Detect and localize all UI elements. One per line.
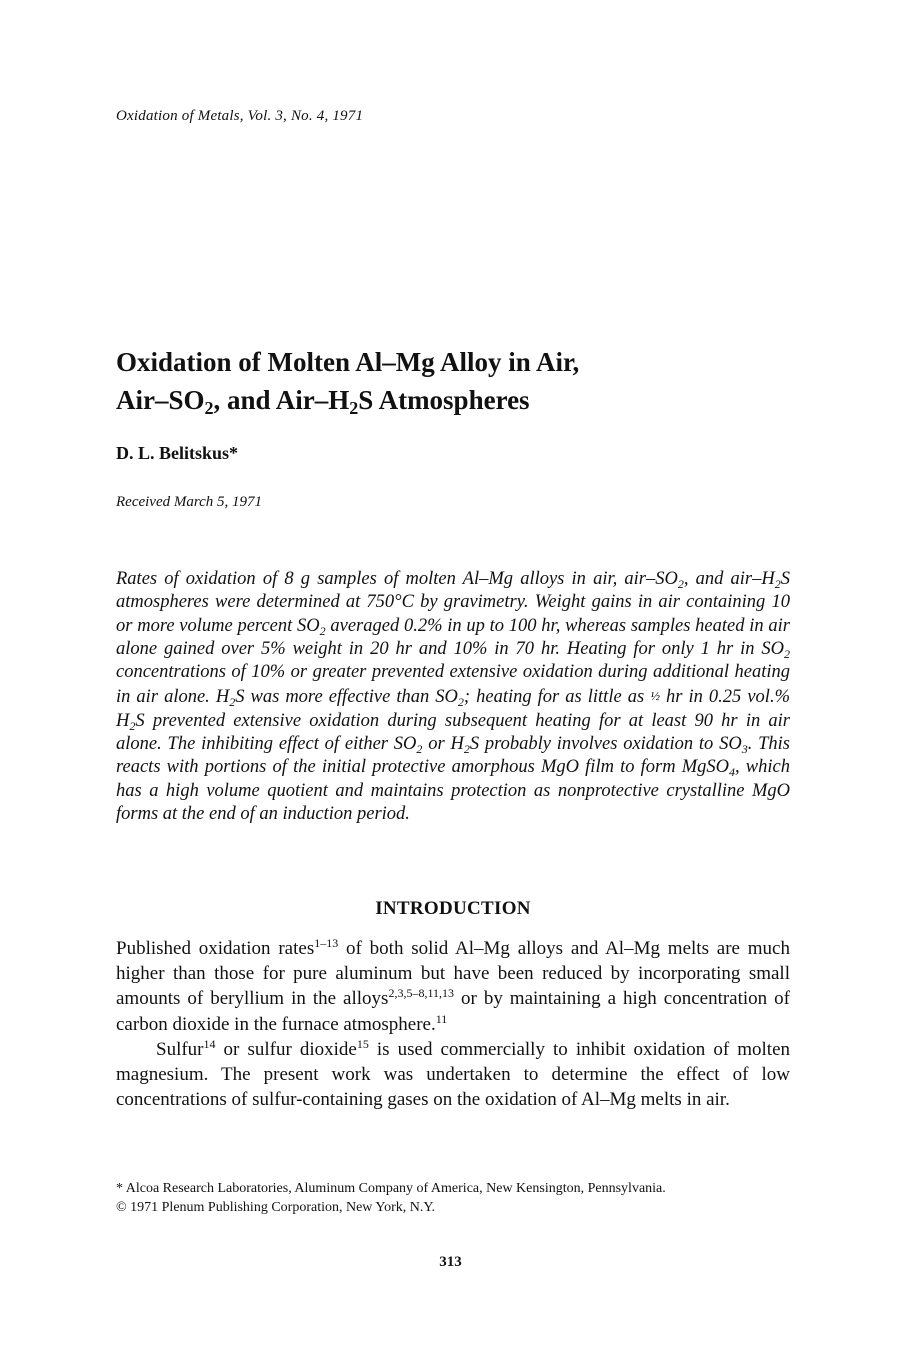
introduction-paragraph-2: Sulfur$^{14}$ or sulfur dioxide$^{15}$ is used commercially to inhibit oxidation of molten magnesium. The present work was undertaken to determine the effect of low concentrations of sulfur-containing gases on the oxidation of Al–Mg melts in air. <box>116 1036 790 1111</box>
citation-ref: 2,3,5–8,11,13 <box>388 986 454 1001</box>
introduction-paragraph-1: Published oxidation rates$^{1-13}$ of both solid Al–Mg alloys and Al–Mg melts are much higher than those for pure aluminum but have been reduced by incorporating small amounts of beryllium in the alloys$^{2,3,5-8,11,13}$ or by maintaining a high concentration of carbon dioxide in the furnace atmosphere.$^{11}$ <box>116 936 790 1035</box>
abstract: Rates of oxidation of 8 g samples of molten Al–Mg alloys in air, air–$SO_2$, and air–$H_2S$ atmospheres were determined at 750°C by gravimetry. Weight gains in air containing 10 or more volume percent $SO_2$ averaged 0.2% in up to 100 hr, whereas samples heated in air alone gained over 5% weight in 20 hr and 10% in 70 hr. Heating for only 1 hr in $SO_2$ concentrations of 10% or greater prevented extensive oxidation during additional heating in air alone. $H_2S$ was more effective than $SO_2$; heating for as little as ½ hr in 0.25 vol.% $H_2S$ prevented extensive oxidation during subsequent heating for at least 90 hr in air alone. The inhibiting effect of either $SO_2$ or $H_2S$ probably involves oxidation to $SO_3$. This reacts with portions of the initial protective amorphous MgO film to form MgSO$_4$, which has a high volume quotient and maintains protection as nonprotective crystalline MgO forms at the end of an induction period. <box>116 569 790 824</box>
title-line-1: Oxidation of Molten Al–Mg Alloy in Air, <box>116 347 580 377</box>
author-name: D. L. Belitskus* <box>116 443 239 463</box>
journal-citation: Oxidation of Metals, Vol. 3, No. 4, 1971 <box>116 108 364 124</box>
footnote-copyright: © 1971 Plenum Publishing Corporation, New York, N.Y. <box>116 1200 436 1215</box>
received-date: Received March 5, 1971 <box>116 494 263 510</box>
page-number: 313 <box>439 1254 462 1270</box>
footnote-affiliation: * Alcoa Research Laboratories, Aluminum Company of America, New Kensington, Pennsylvania. <box>116 1181 666 1196</box>
citation-ref: 14 <box>203 1036 216 1051</box>
citation-ref: 11 <box>435 1011 448 1026</box>
citation-ref: 15 <box>356 1036 369 1051</box>
section-heading-introduction: INTRODUCTION <box>375 898 531 919</box>
footnotes <box>116 1179 790 1217</box>
citation-ref: 1–13 <box>314 936 339 950</box>
introduction-body <box>116 936 790 1112</box>
title-line-2: Air–$SO_2$, and Air–$H_2S$ Atmospheres <box>116 385 530 418</box>
article-title <box>116 343 816 419</box>
